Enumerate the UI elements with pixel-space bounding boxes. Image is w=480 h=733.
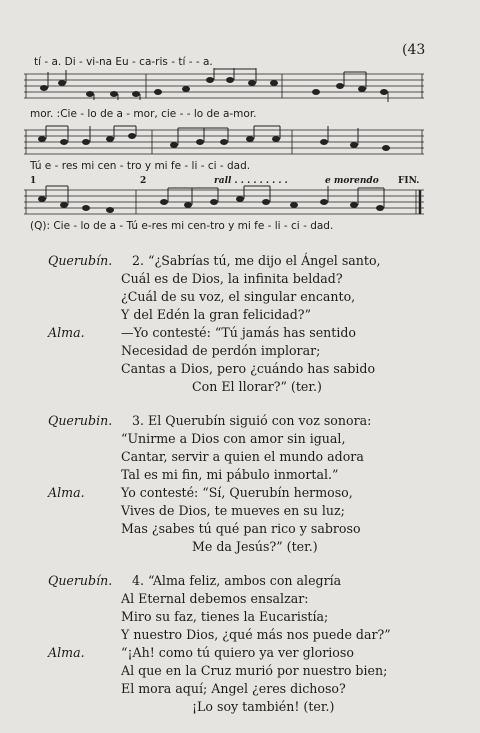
verse-text: Tal es mi fin, mi pábulo inmortal.” <box>121 467 339 482</box>
lyrics-line-4: (Q): Cie - lo de a - Tú e-res mi cen-tro y mi fe - li - ci - dad. <box>30 220 334 232</box>
verse-text: 2. “¿Sabrías tú, me dijo el Ángel santo, <box>132 253 381 268</box>
speaker-label: Querubín. <box>48 253 113 268</box>
verse-text: 4. “Alma feliz, ambos con alegría <box>132 573 342 588</box>
lyrics-line-3: Tú e - res mi cen - tro y mi fe - li - ci - dad. <box>30 160 251 172</box>
verse-text: El mora aquí; Angel ¿eres dichoso? <box>121 681 346 696</box>
verse-text: Y del Edén la gran felicidad?” <box>121 307 312 322</box>
verse-text: Cuál es de Dios, la infinita beldad? <box>121 271 343 286</box>
verse-text: Miro su faz, tienes la Eucaristía; <box>121 609 329 624</box>
verse-text: Necesidad de perdón implorar; <box>121 343 321 358</box>
fin-mark: FIN. <box>398 176 420 186</box>
verse-text: 3. El Querubín siguió con voz sonora: <box>132 413 372 428</box>
speaker-label: Querubín. <box>48 573 113 588</box>
ending-2: 2 <box>140 176 147 186</box>
verse-text: “Unirme a Dios con amor sin igual, <box>121 431 346 446</box>
verse-text: Vives de Dios, te mueves en su luz; <box>121 503 345 518</box>
verse-text: Me da Jesús?” (ter.) <box>192 539 318 554</box>
music-staff-3 <box>24 184 424 220</box>
verse-text: —Yo contesté: “Tú jamás has sentido <box>121 325 357 340</box>
rall-direction: rall . . . . . . . . . <box>214 176 288 186</box>
verse-text: ¿Cuál de su voz, el singular encanto, <box>121 289 356 304</box>
speaker-label: Alma. <box>48 645 85 660</box>
speaker-label: Alma. <box>48 485 85 500</box>
music-staff-1 <box>24 68 424 104</box>
verse-text: Y nuestro Dios, ¿qué más nos puede dar?” <box>121 627 391 642</box>
verse-text: Cantas a Dios, pero ¿cuándo has sabido <box>121 361 376 376</box>
verse-text: Al que en la Cruz murió por nuestro bien; <box>121 663 388 678</box>
verse-text: Cantar, servir a quien el mundo adora <box>121 449 364 464</box>
verse-text: “¡Ah! como tú quiero ya ver glorioso <box>121 645 354 660</box>
verse-text: Al Eternal debemos ensalzar: <box>121 591 309 606</box>
speaker-label: Alma. <box>48 325 85 340</box>
speaker-label: Querubin. <box>48 413 113 428</box>
verse-text: Con El llorar?” (ter.) <box>192 379 322 394</box>
page-number: (43 <box>402 42 426 58</box>
verse-text: Yo contesté: “Sí, Querubín hermoso, <box>121 485 353 500</box>
verse-text: ¡Lo soy también! (ter.) <box>192 699 335 714</box>
ending-1: 1 <box>30 176 37 186</box>
music-staff-2 <box>24 124 424 160</box>
lyrics-line-1: tí - a. Di - vi-na Eu - ca-ris - tí - - a. <box>34 56 213 68</box>
morendo-direction: e morendo <box>325 176 379 186</box>
lyrics-line-2: mor. :Cie - lo de a - mor, cie - - lo de a-mor. <box>30 108 257 120</box>
verse-text: Mas ¿sabes tú qué pan rico y sabroso <box>121 521 361 536</box>
